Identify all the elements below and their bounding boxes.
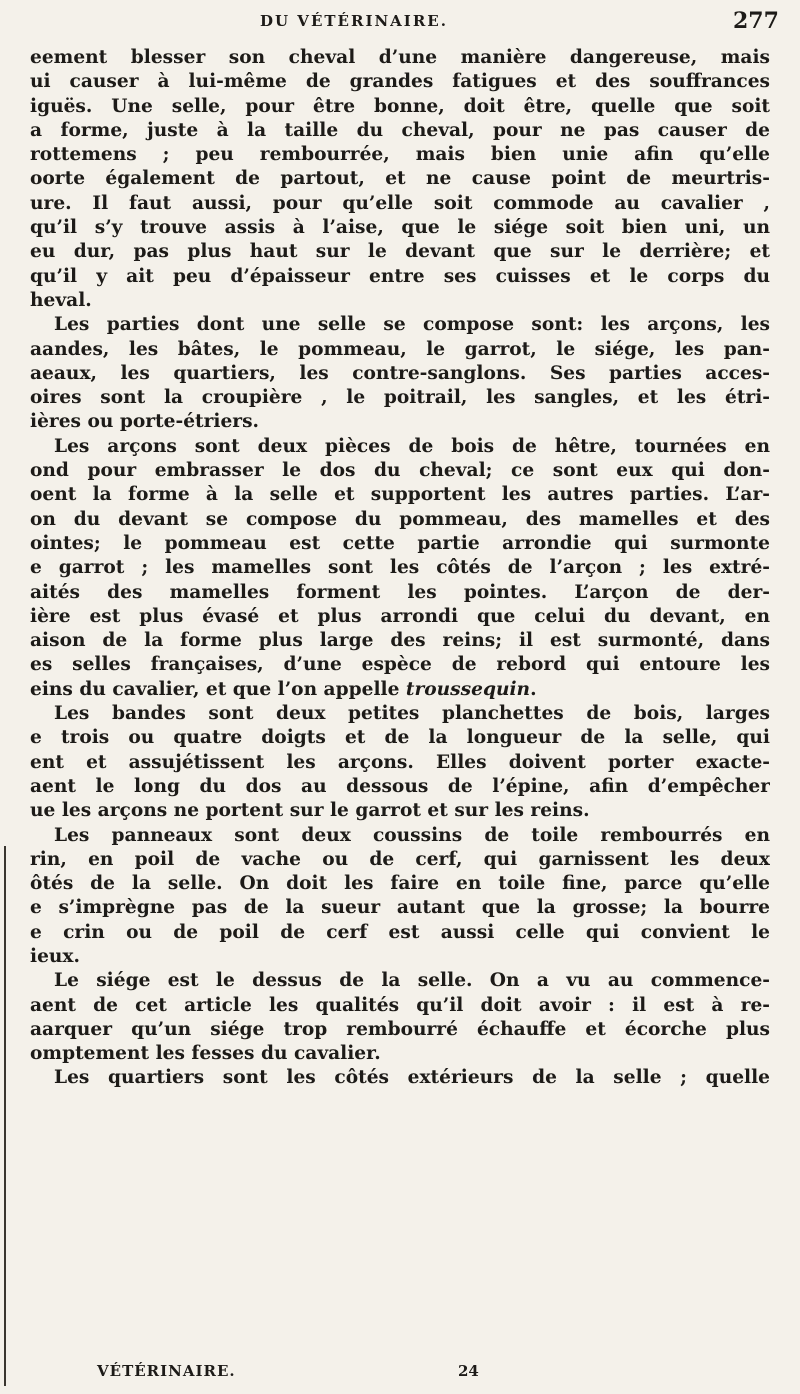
text-line: ent et assujétissent les arçons. Elles doivent porter exacte-	[30, 751, 770, 773]
text-line: aison de la forme plus large des reins; il est surmonté, dans	[30, 630, 770, 652]
text-line: heval.	[30, 289, 92, 311]
text-line: ières ou porte-étriers.	[30, 411, 260, 433]
text-line: eins du cavalier, et que l’on appelle troussequin.	[30, 678, 537, 700]
text-line: es selles françaises, d’une espèce de rebord qui entoure les	[30, 654, 770, 676]
text-line: eement blesser son cheval d’une manière dangereuse, mais	[30, 47, 770, 68]
text-line: rin, en poil de vache ou de cerf, qui garnissent les deux	[30, 848, 770, 870]
running-head: DU VÉTÉRINAIRE.	[260, 12, 448, 30]
text-line: rottemens ; peu rembourrée, mais bien unie afin qu’elle	[30, 144, 770, 166]
text-line: aent de cet article les qualités qu’il doit avoir : il est à re-	[30, 994, 770, 1016]
text-line: ointes; le pommeau est cette partie arrondie qui surmonte	[30, 532, 770, 554]
text-line: ière est plus évasé et plus arrondi que celui du devant, en	[30, 605, 770, 627]
margin-rule	[4, 846, 6, 1386]
text-line: a forme, juste à la taille du cheval, pour ne pas causer de	[30, 119, 770, 141]
page-footer	[0, 1362, 800, 1386]
text-line: aeaux, les quartiers, les contre-sanglons. Ses parties acces-	[30, 362, 770, 384]
text-line: aarquer qu’un siége trop rembourré échauffe et écorche plus	[30, 1018, 770, 1040]
text-line: Les arçons sont deux pièces de bois de hêtre, tournées en	[54, 435, 770, 457]
text-line: e trois ou quatre doigts et de la longueur de la selle, qui	[30, 727, 770, 749]
text-line: on du devant se compose du pommeau, des mamelles et des	[30, 508, 770, 530]
text-line: aandes, les bâtes, le pommeau, le garrot, le siége, les pan-	[30, 338, 770, 360]
text-line: Les parties dont une selle se compose sont: les arçons, les	[54, 314, 770, 336]
text-line: qu’il s’y trouve assis à l’aise, que le siége soit bien uni, un	[30, 217, 770, 239]
text-line: Le siége est le dessus de la selle. On a vu au commence-	[54, 970, 770, 992]
text-line: iguës. Une selle, pour être bonne, doit être, quelle que soit	[30, 95, 770, 117]
text-line: ôtés de la selle. On doit les faire en toile fine, parce qu’elle	[30, 873, 770, 895]
signature-number: 24	[458, 1362, 479, 1380]
term-troussequin: troussequin	[405, 678, 531, 700]
text-line: Les quartiers sont les côtés extérieurs de la selle ; quelle	[54, 1067, 770, 1089]
text-line: ure. Il faut aussi, pour qu’elle soit commode au cavalier ,	[30, 192, 770, 214]
page-number: 277	[733, 8, 779, 34]
text-line: Les panneaux sont deux coussins de toile rembourrés en	[54, 824, 770, 846]
text-line: oent la forme à la selle et supportent les autres parties. L’ar-	[30, 484, 770, 506]
text-line: aent le long du dos au dessous de l’épine, afin d’empêcher	[30, 775, 770, 797]
body-text	[30, 46, 770, 1091]
page-header	[0, 8, 800, 40]
text-line: ui causer à lui-même de grandes fatigues et des souffrances	[30, 71, 770, 93]
text-line: omptement les fesses du cavalier.	[30, 1043, 381, 1065]
text-line: e garrot ; les mamelles sont les côtés de l’arçon ; les extré-	[30, 557, 770, 579]
text-line: oorte également de partout, et ne cause point de meurtris-	[30, 168, 770, 190]
text-line: e s’imprègne pas de la sueur autant que la grosse; la bourre	[30, 897, 770, 919]
text-line: e crin ou de poil de cerf est aussi celle qui convient le	[30, 921, 770, 943]
text-line: ue les arçons ne portent sur le garrot et sur les reins.	[30, 800, 590, 822]
text-line: ond pour embrasser le dos du cheval; ce sont eux qui don-	[30, 460, 770, 482]
text-line: eu dur, pas plus haut sur le devant que sur le derrière; et	[30, 241, 770, 263]
text-line: Les bandes sont deux petites planchettes de bois, larges	[54, 703, 770, 725]
signature-mark: VÉTÉRINAIRE.	[97, 1362, 236, 1380]
text-line: oires sont la croupière , le poitrail, les sangles, et les étri-	[30, 387, 770, 409]
text-line: aités des mamelles forment les pointes. L’arçon de der-	[30, 581, 770, 603]
text-line: qu’il y ait peu d’épaisseur entre ses cuisses et le corps du	[30, 265, 770, 287]
text-line: ieux.	[30, 945, 80, 967]
